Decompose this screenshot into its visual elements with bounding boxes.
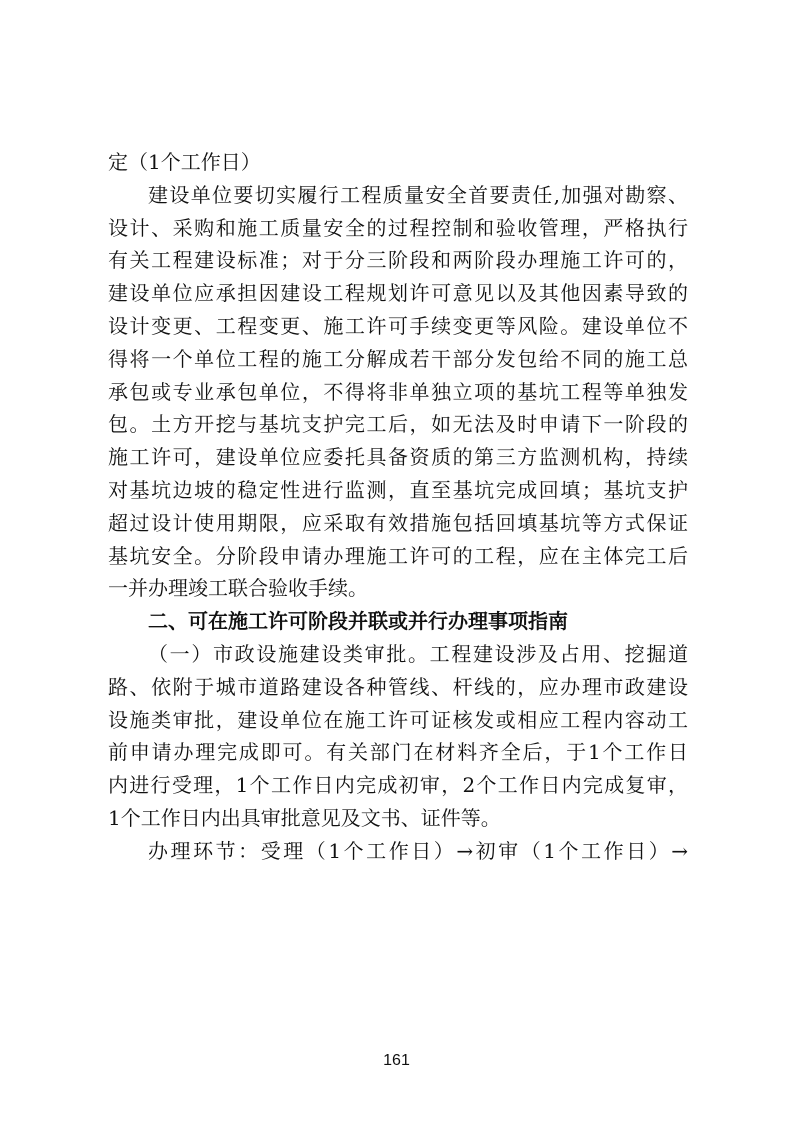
text-line: 路、依附于城市道路建设各种管线、杆线的，应办理市政建设 — [108, 674, 688, 699]
text-line: 1个工作日内出具审批意见及文书、证件等。 — [108, 805, 501, 830]
text-line: 一并办理竣工联合验收手续。 — [108, 576, 368, 601]
text-line: 对基坑边坡的稳定性进行监测，直至基坑完成回填；基坑支护 — [108, 477, 688, 502]
text-line: 设计变更、工程变更、施工许可手续变更等风险。建设单位不 — [108, 313, 688, 338]
text-line: 施工许可，建设单位应委托具备资质的第三方监测机构，持续 — [108, 445, 688, 470]
paragraph-start-line: （一）市政设施建设类审批。工程建设涉及占用、挖掘道 — [148, 641, 688, 666]
paragraph-start-line: 建设单位要切实履行工程质量安全首要责任,加强对勘察、 — [148, 182, 688, 207]
section-heading: 二、可在施工许可阶段并联或并行办理事项指南 — [148, 609, 568, 634]
text-line: 内进行受理，1个工作日内完成初审，2个工作日内完成复审， — [108, 773, 688, 798]
text-line: 超过设计使用期限，应采取有效措施包括回填基坑等方式保证 — [108, 510, 688, 535]
paragraph-start-line: 办理环节：受理（1个工作日）→初审（1个工作日）→ — [148, 838, 688, 863]
text-line: 建设单位应承担因建设工程规划许可意见以及其他因素导致的 — [108, 281, 688, 306]
text-line: 有关工程建设标准；对于分三阶段和两阶段办理施工许可的， — [108, 248, 688, 273]
text-line: 承包或专业承包单位，不得将非单独立项的基坑工程等单独发 — [108, 379, 688, 404]
page-number: 161 — [383, 1052, 410, 1069]
text-line: 包。土方开挖与基坑支护完工后，如无法及时申请下一阶段的 — [108, 412, 688, 437]
text-line: 前申请办理完成即可。有关部门在材料齐全后，于1个工作日 — [108, 740, 688, 765]
text-line: 得将一个单位工程的施工分解成若干部分发包给不同的施工总 — [108, 346, 688, 371]
text-line: 基坑安全。分阶段申请办理施工许可的工程，应在主体完工后 — [108, 543, 688, 568]
text-line: 定（1个工作日） — [108, 150, 261, 174]
text-line: 设计、采购和施工质量安全的过程控制和验收管理，严格执行 — [108, 215, 688, 240]
text-line: 设施类审批，建设单位在施工许可证核发或相应工程内容动工 — [108, 707, 688, 732]
document-page — [108, 146, 688, 868]
